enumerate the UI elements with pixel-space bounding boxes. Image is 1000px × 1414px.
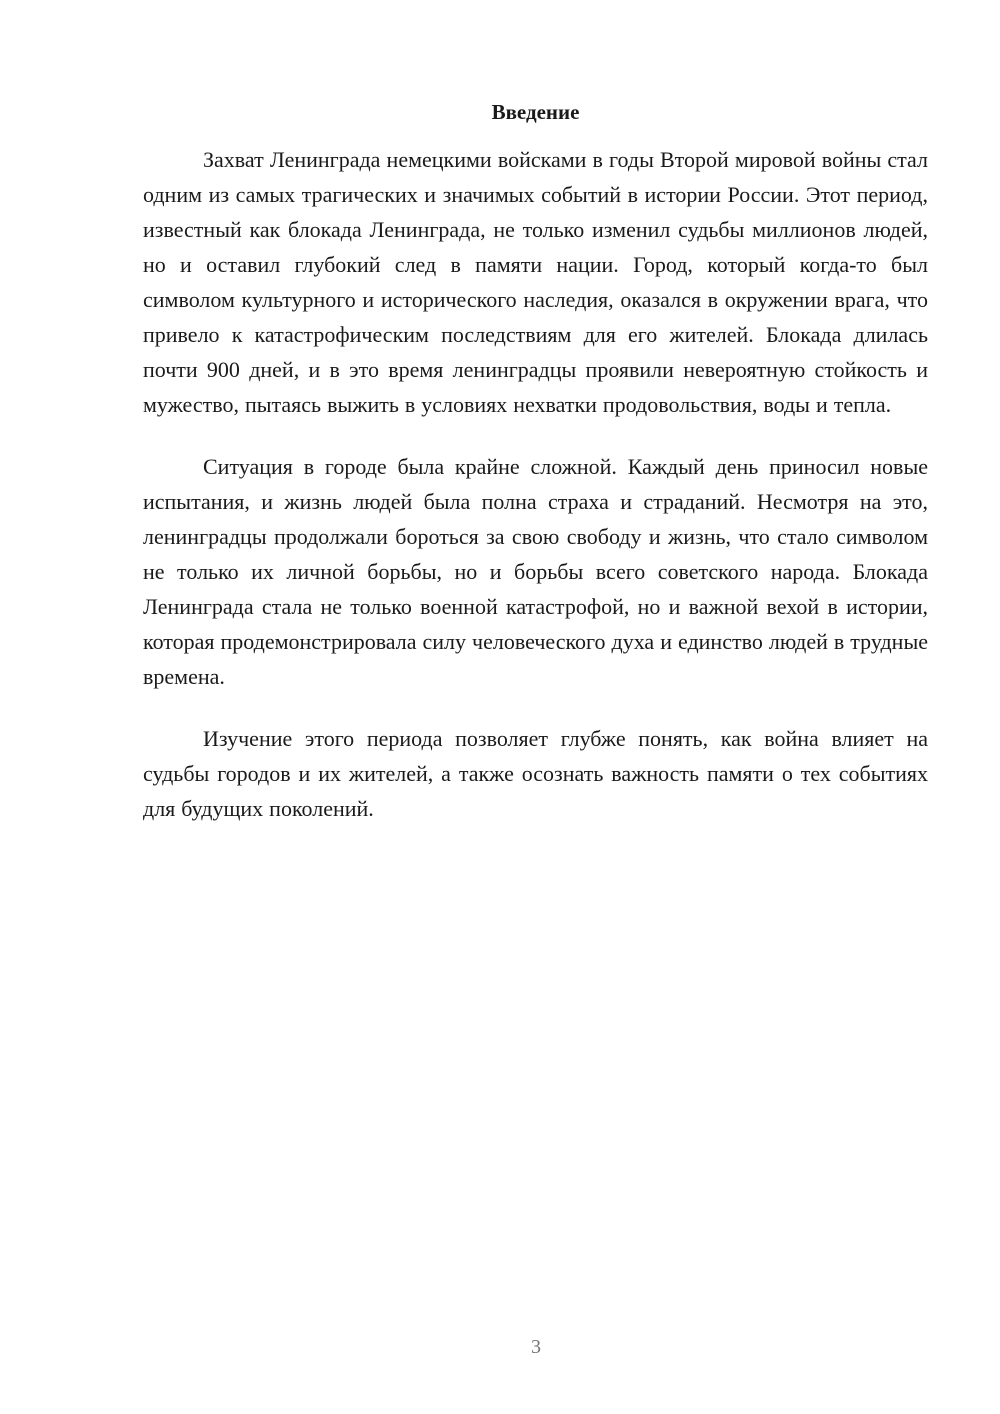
paragraph-3: Изучение этого периода позволяет глубже понять, как война влияет на судьбы городов и их жителей, а также осознать важность памяти о тех событиях для будущих поколений. (143, 726, 928, 821)
paragraph-1: Захват Ленинграда немецкими войсками в годы Второй мировой войны стал одним из самых трагических и значимых событий в истории России. Этот период, известный как блокада Ленинграда, не только изменил судьбы миллионов людей, но и оставил глубокий след в памяти нации. Город, который когда-то был символом культурного и исторического наследия, оказался в окружении врага, что привело к катастрофическим последствиям для его жителей. Блокада длилась почти 900 дней, и в это время ленинградцы проявили невероятную стойкость и мужество, пытаясь выжить в условиях нехватки продовольствия, воды и тепла. (143, 147, 928, 417)
section-heading: Введение (491, 100, 580, 124)
paragraph-2: Ситуация в городе была крайне сложной. Каждый день приносил новые испытания, и жизнь людей была полна страха и страданий. Несмотря на это, ленинградцы продолжали бороться за свою свободу и жизнь, что стало символом не только их личной борьбы, но и борьбы всего советского народа. Блокада Ленинграда стала не только военной катастрофой, но и важной вехой в истории, которая продемонстрировала силу человеческого духа и единство людей в трудные времена. (143, 454, 928, 689)
page-number: 3 (531, 1336, 541, 1358)
body-text (143, 142, 928, 853)
